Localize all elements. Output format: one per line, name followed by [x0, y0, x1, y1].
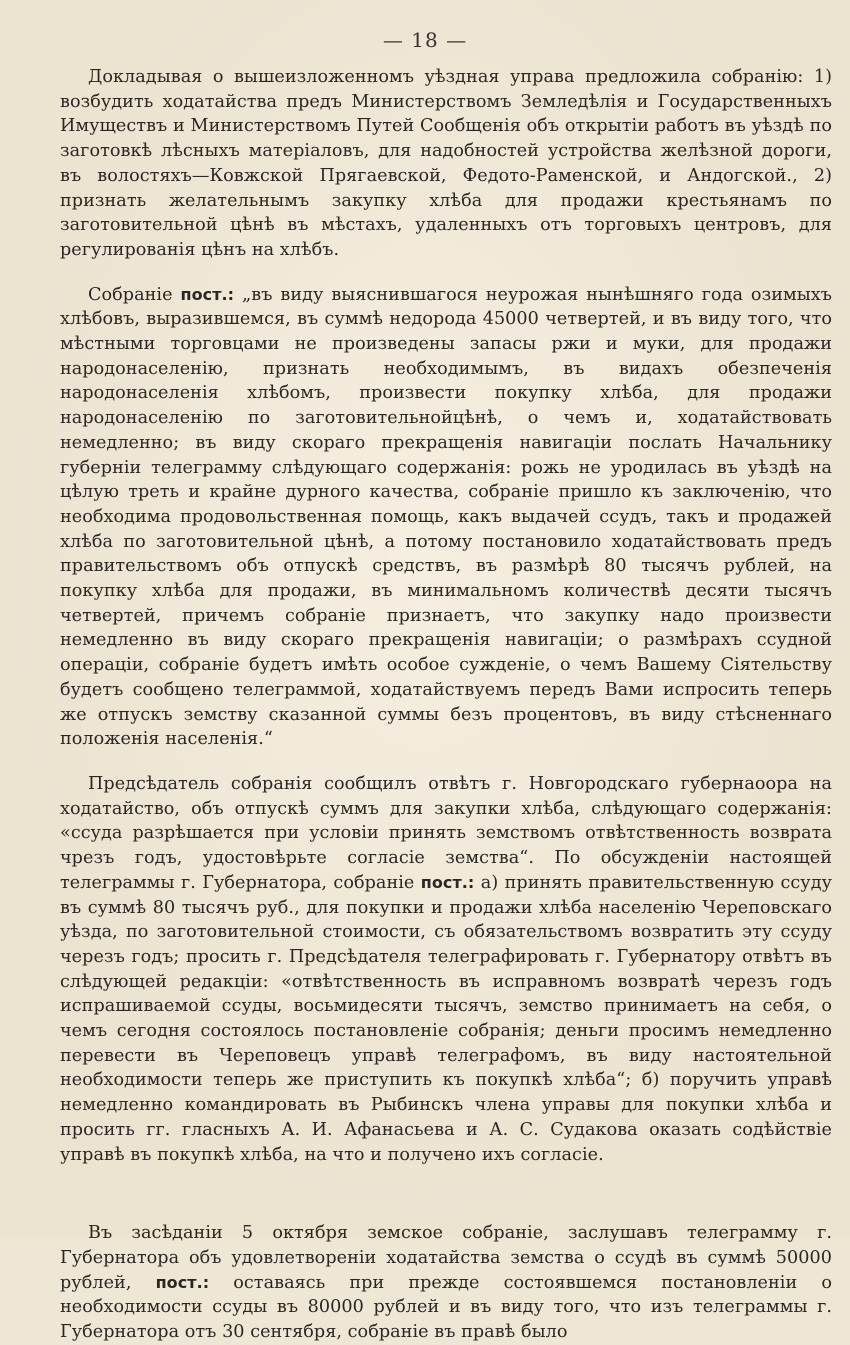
paragraph-1-text: Докладывая о вышеизложенномъ уѣздная управа предложила собранію: 1) возбудить ходатайства предъ Министерствомъ Земледѣлія и Государственныхъ Имуществъ и Министерствомъ Путей Сообщенія объ открытіи работъ въ уѣздѣ по заготовкѣ лѣсныхъ матеріаловъ, для надобностей устройства желѣзной дороги, въ волостяхъ—Ковжской Прягаевской, Федото-Раменской, и Андогской., 2) признать желательнымъ закупку хлѣба для продажи крестьянамъ по заготовительной цѣнѣ въ мѣстахъ, удаленныхъ отъ торговыхъ центровъ, для регулированія цѣнъ на хлѣбъ. — [60, 67, 832, 260]
paragraph-4-lead: Въ засѣданіи 5 октября земское собраніе, заслушавъ телеграмму г. Губернатора объ удовлетвореніи ходатайства земства о ссудѣ въ суммѣ 50000 рублей, — [60, 1223, 832, 1293]
document-body — [60, 65, 832, 1345]
paragraph-3-lead: Предсѣдатель собранія сообщилъ отвѣтъ г. Новгородскаго губернаоора на ходатайство, объ отпускѣ суммъ для закупки хлѣба, слѣдующаго содержанія: «ссуда разрѣшается при условіи принять земствомъ отвѣтственность возврата чрезъ годъ, удостовѣрьте согласіе земства“. По обсужденіи настоящей телеграммы г. Губернатора, собраніе — [60, 773, 832, 893]
paragraph-4 — [60, 1221, 832, 1345]
paragraph-2-lead: Собраніе — [88, 284, 173, 305]
paragraph-2-resolution-mark: пост.: — [180, 284, 235, 304]
page-number: — 18 — — [382, 28, 468, 52]
paragraph-4-resolution-mark: пост.: — [155, 1272, 210, 1292]
paragraph-2 — [60, 283, 832, 752]
paragraph-3-resolution-mark: пост.: — [420, 872, 475, 892]
paragraph-1 — [60, 65, 832, 263]
paragraph-3 — [60, 772, 832, 1167]
paragraph-3-text: а) принять правительственную ссуду въ суммѣ 80 тысячъ руб., для покупки и продажи хлѣба населенію Череповскаго уѣзда, по заготовительной стоимости, съ обязательствомъ возвратить эту ссуду черезъ годъ; просить г. Предсѣдателя телеграфировать г. Губернатору отвѣтъ въ слѣдующей редакціи: «отвѣтственность въ исправномъ возвратѣ черезъ годъ испрашиваемой ссуды, восьмидесяти тысячъ, земство принимаетъ на себя, о чемъ сегодня состоялось постановленіе собранія; деньги просимъ немедленно перевести въ Череповецъ управѣ телеграфомъ, въ виду настоятельной необходимости теперь же приступить къ покупкѣ хлѣба“; б) поручить управѣ немедленно командировать въ Рыбинскъ члена управы для покупки хлѣба и просить гг. гласныхъ А. И. Афанасьева и А. С. Судакова оказать содѣйствіе управѣ въ покупкѣ хлѣба, на что и получено ихъ согласіе. — [60, 872, 832, 1165]
paragraph-2-text: „въ виду выяснившагося неурожая нынѣшняго года озимыхъ хлѣбовъ, выразившемся, въ суммѣ недорода 45000 четвертей, и въ виду того, что мѣстными торговцами не произведены запасы ржи и муки, для продажи народонаселенію, признать необходимымъ, въ видахъ обезпеченія народонаселенія хлѣбомъ, произвести покупку хлѣба, для продажи народонаселенію по заготовительнойцѣнѣ, о чемъ и, ходатайствовать немедленно; въ виду скораго прекращенія навигаціи послать Начальнику губерніи телеграмму слѣдующаго содержанія: рожь не уродилась въ уѣздѣ на цѣлую треть и крайне дурного качества, собраніе пришло къ заключенію, что необходима продовольственная помощь, какъ выдачей ссудъ, такъ и продажей хлѣба по заготовительной цѣнѣ, а потому постановило ходатайствовать предъ правительствомъ объ отпускѣ средствъ, въ размѣрѣ 80 тысячъ рублей, на покупку хлѣба для продажи, въ минимальномъ количествѣ десяти тысячъ четвертей, причемъ собраніе признаетъ, что закупку надо произвести немедленно въ виду скораго прекращенія навигаціи; о размѣрахъ ссудной операціи, собраніе будетъ имѣть особое сужденіе, о чемъ Вашему Сіятельству будетъ сообщено телеграммой, ходатайствуемъ передъ Вами испросить теперь же отпускъ земству сказанной суммы безъ процентовъ, въ виду стѣсненнаго положенія населенія.“ — [60, 284, 832, 750]
paragraph-4-text: оставаясь при прежде состоявшемся постановленіи о необходимости ссуды въ 80000 рублей и въ виду того, что изъ телеграммы г. Губернатора отъ 30 сентября, собраніе въ правѣ было — [60, 1272, 832, 1343]
